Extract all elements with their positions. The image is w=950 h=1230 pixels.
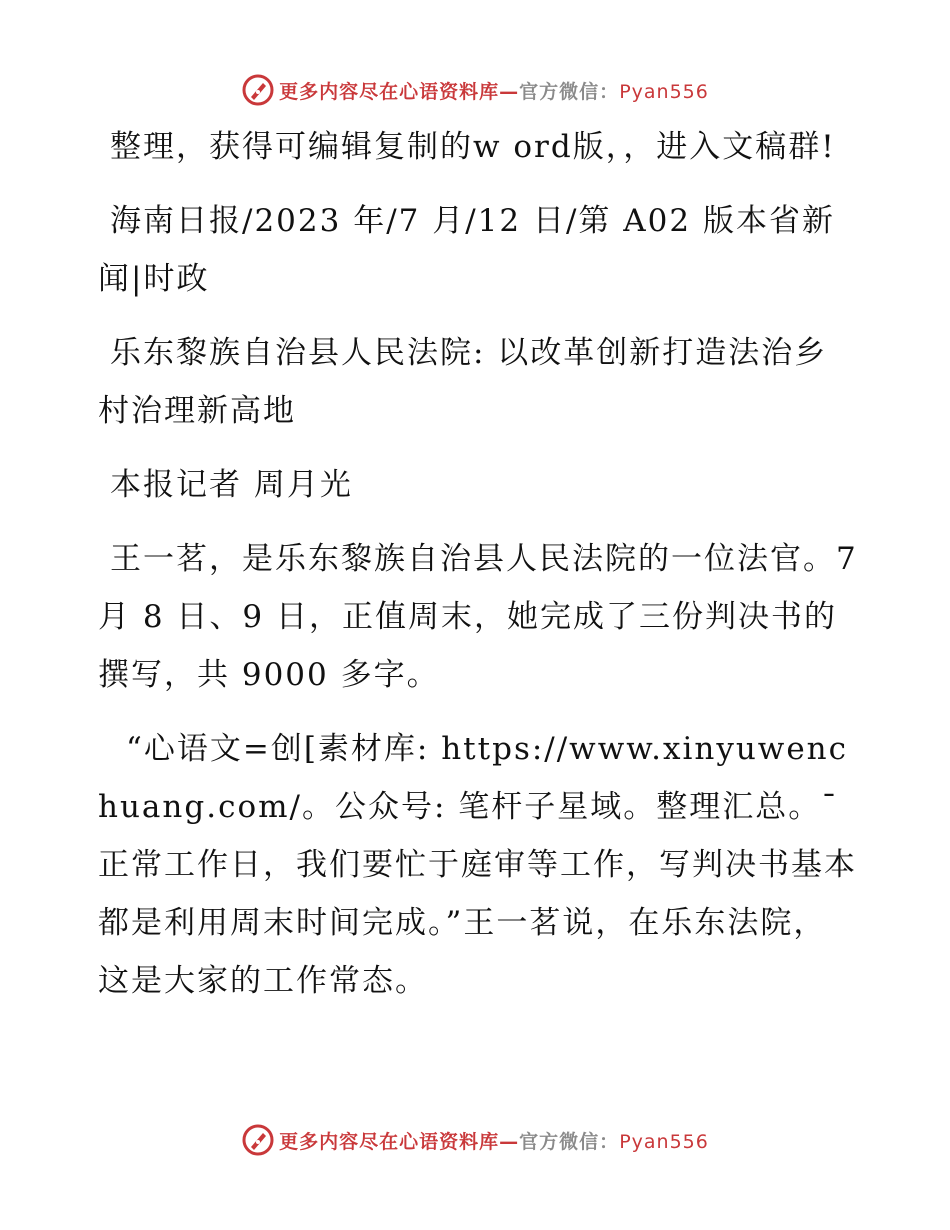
body-paragraph: “心语文=创[素材库: https://www.xinyuwenchuang.com/。公众号: 笔杆子星域。整理汇总。¯ 正常工作日，我们要忙于庭审等工作，写判决书基本都是利用周末时间完成。”王一茗说，在乐东法院，这是大家的工作常态。 xyxy=(98,731,857,999)
document-body xyxy=(98,118,858,1026)
banner-text: 更多内容尽在心语资料库—官方微信：Pyan556 xyxy=(279,80,709,103)
source-line: 海南日报/2023 年/7 月/12 日/第 A02 版本省新闻|时政 xyxy=(98,203,835,297)
article-title: 乐东黎族自治县人民法院: 以改革创新打造法治乡村治理新高地 xyxy=(98,335,828,429)
pen-nib-logo-icon xyxy=(241,1123,275,1157)
intro-paragraph: 整理，获得可编辑复制的w ord版，，进入文稿群! xyxy=(110,129,836,165)
body-paragraph: 王一茗，是乐东黎族自治县人民法院的一位法官。7 月 8 日、9 日，正值周末，她完成了三份判决书的撰写，共 9000 多字。 xyxy=(98,541,858,693)
footer-watermark-banner xyxy=(0,1122,950,1158)
header-watermark-banner xyxy=(0,72,950,108)
banner-text: 更多内容尽在心语资料库—官方微信：Pyan556 xyxy=(279,1130,709,1153)
pen-nib-logo-icon xyxy=(241,73,275,107)
byline: 本报记者 周月光 xyxy=(110,467,353,503)
